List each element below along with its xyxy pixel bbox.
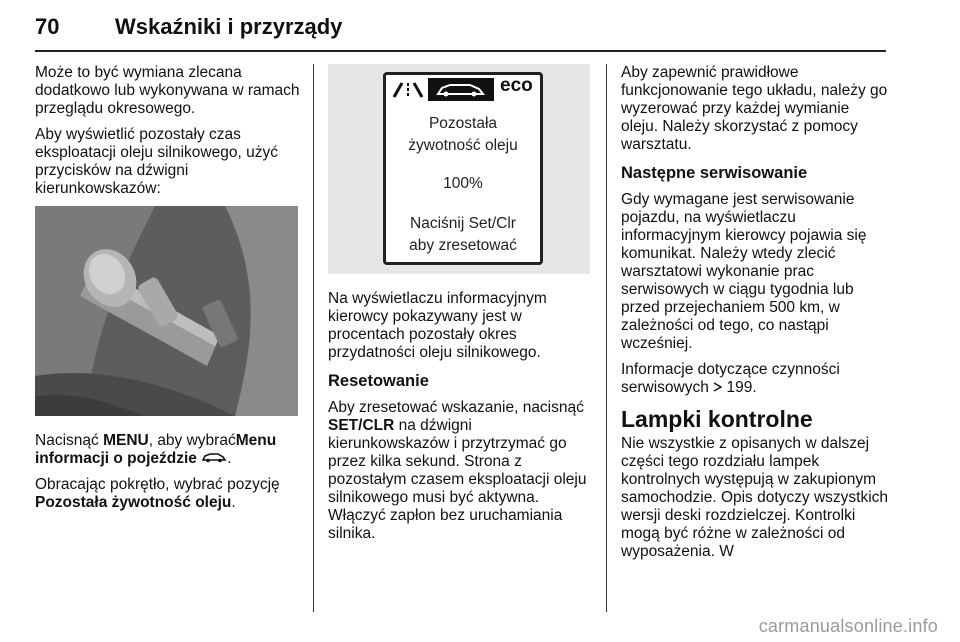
paragraph: Nacisnąć MENU, aby wybraćMenu informacji o pojeździe . [35,432,277,468]
section-heading-service: Następne serwisowanie [621,164,808,182]
paragraph: Może to być wymiana zlecana dodatkowo lub wykonywana w ramach przeglądu okresowego. [35,64,300,117]
page-header [35,14,886,54]
paragraph: Gdy wymagane jest serwisowanie pojazdu, na wyświetlaczu informacyjnym kierowcy pojawia się komunikat. Należy wtedy zlecić warsztatowi wykonanie prac serwisowych w ciągu tygodnia lub przed przejechaniem 500 km, w zależności od tego, co nastąpi wcześniej. [621,191,867,352]
paragraph: Obracając pokrętło, wybrać pozycję Pozostała żywotność oleju. [35,476,280,512]
column-middle [328,64,596,551]
paragraph: Nie wszystkie z opisanych w dalszej części tego rozdziału lampek kontrolnych występują w zakupionym samochodzie. Opis dotyczy wszystkich wersji deski rozdzielczej. Kontrolki mogą być różne w zależności od wyposażenia. W [621,435,889,561]
paragraph: Informacje dotyczące czynności serwisowych 199. [621,361,840,397]
header-divider [35,50,886,52]
column-left [35,64,300,520]
display-text: Pozostała [428,115,498,132]
eco-label: eco [500,75,533,96]
column-divider [606,64,607,612]
paragraph: Aby zresetować wskazanie, nacisnąć SET/CLR na dźwigni kierunkowskazów i przytrzymać go przez kilka sekund. Strona z pozostałym czasem eksploatacji oleju silnikowego musi być aktywna. Włączyć zapłon bez uruchamiania silnika. [328,399,587,542]
menu-button-ref: MENU [103,432,149,449]
display-text: żywotność oleju [408,137,518,154]
car-icon [201,450,227,468]
display-top-bar [386,75,540,103]
section-heading-reset: Resetowanie [328,372,429,390]
display-text: Naciśnij Set/Clr [410,215,516,232]
page-reference[interactable]: 199 [726,379,753,397]
driver-info-display [383,72,543,265]
page-title: Wskaźniki i przyrządy [115,14,343,39]
display-text: aby zresetować [409,237,517,254]
stalk-photo [35,206,298,416]
page-number: 70 [35,14,60,39]
section-heading-lamps: Lampki kontrolne [621,406,813,433]
paragraph: Aby wyświetlić pozostały czas eksploatacji oleju silnikowego, użyć przycisków na dźwigni kierunkowskazów: [35,126,278,197]
turn-signal-stalk-image [35,206,298,416]
oil-life-percent: 100% [443,175,483,192]
column-right [621,64,889,569]
oil-life-display-figure [328,64,590,274]
page-reference-arrow-icon [713,379,722,397]
watermark: carmanualsonline.info [758,616,938,636]
paragraph: Aby zapewnić prawidłowe funkcjonowanie tego układu, należy go wyzerować przy każdej wymianie oleju. Należy skorzystać z pomocy warsztatu. [621,64,888,153]
column-divider [313,64,314,612]
paragraph: Na wyświetlaczu informacyjnym kierowcy pokazywany jest w procentach pozostały okres przydatności oleju silnikowego. [328,290,547,361]
